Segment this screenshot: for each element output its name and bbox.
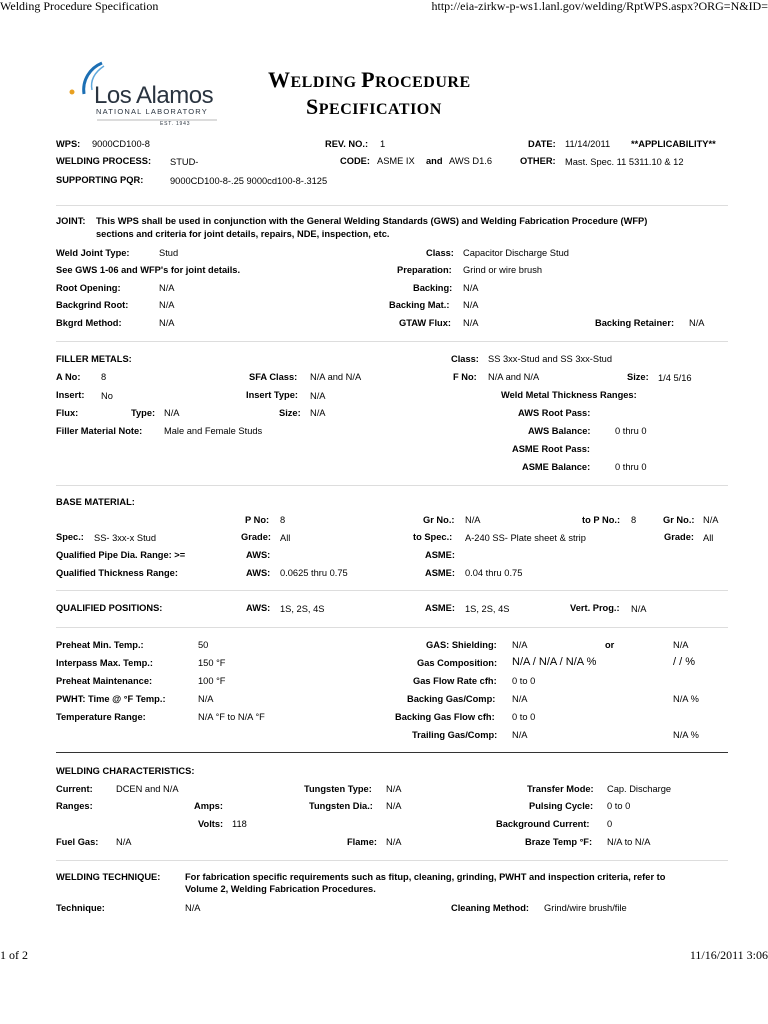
- process-label: WELDING PROCESS:: [56, 156, 152, 166]
- grade-label: Grade:: [241, 532, 271, 542]
- other-value: Mast. Spec. 11 5311.10 & 12: [565, 157, 684, 167]
- root-opening-label: Root Opening:: [56, 283, 121, 293]
- thickness-aws-value: 0.0625 thru 0.75: [280, 568, 348, 578]
- trailing-gas-label: Trailing Gas/Comp:: [412, 730, 498, 740]
- pulsing-cycle-value: 0 to 0: [607, 801, 631, 811]
- insert-type-value: N/A: [310, 391, 326, 401]
- trailing-gas-alt-value: N/A %: [673, 730, 699, 740]
- grno-value: N/A: [465, 515, 481, 525]
- bkgrd-method-value: N/A: [159, 318, 175, 328]
- applicability: **APPLICABILITY**: [631, 139, 716, 149]
- flame-value: N/A: [386, 837, 402, 847]
- aws-balance-value: 0 thru 0: [615, 426, 647, 436]
- gas-flow-label: Gas Flow Rate cfh:: [413, 676, 497, 686]
- pwht-value: N/A: [198, 694, 214, 704]
- flux-size-value: N/A: [310, 408, 326, 418]
- backgrind-value: N/A: [159, 300, 175, 310]
- ranges-label: Ranges:: [56, 801, 93, 811]
- grno2-label: Gr No.:: [663, 515, 695, 525]
- size-value: 1/4 5/16: [658, 373, 692, 383]
- filler-class-label: Class:: [451, 354, 479, 364]
- spec-value: SS- 3xx-x Stud: [94, 533, 157, 543]
- technique-label: Technique:: [56, 903, 105, 913]
- thickness-asme-label: ASME:: [425, 568, 455, 578]
- asme-root-pass-label: ASME Root Pass:: [512, 444, 591, 454]
- joint-label: JOINT:: [56, 216, 86, 226]
- current-value: DCEN and N/A: [116, 784, 179, 794]
- aws-root-pass-label: AWS Root Pass:: [518, 408, 591, 418]
- ano-value: 8: [101, 372, 107, 382]
- background-current-label: Background Current:: [496, 819, 590, 829]
- preheat-min-label: Preheat Min. Temp.:: [56, 640, 144, 650]
- gws-note: See GWS 1-06 and WFP's for joint details.: [56, 265, 241, 275]
- sfa-class-value: N/A and N/A: [310, 372, 362, 382]
- rev-label: REV. NO.:: [325, 139, 369, 149]
- process-value: STUD-: [170, 157, 199, 167]
- insert-type-label: Insert Type:: [246, 390, 299, 400]
- wps-value: 9000CD100-8: [92, 139, 150, 149]
- document-title-line2: SPECIFICATION: [306, 94, 442, 119]
- aws-balance-label: AWS Balance:: [528, 426, 591, 436]
- code-value-1: ASME IX: [377, 156, 415, 166]
- braze-temp-value: N/A to N/A: [607, 837, 651, 847]
- pulsing-cycle-label: Pulsing Cycle:: [529, 801, 594, 811]
- positions-aws-label: AWS:: [246, 603, 271, 613]
- cleaning-method-value: Grind/wire brush/file: [544, 903, 627, 913]
- technique-value: N/A: [185, 903, 201, 913]
- divider: [56, 752, 728, 753]
- to-spec-label: to Spec.:: [413, 532, 453, 542]
- document-title-line1: WELDING PROCEDURE: [268, 67, 471, 92]
- flame-label: Flame:: [347, 837, 377, 847]
- pwht-label: PWHT: Time @ °F Temp.:: [56, 694, 166, 704]
- rev-value: 1: [380, 139, 386, 149]
- positions-asme-label: ASME:: [425, 603, 455, 613]
- thickness-aws-label: AWS:: [246, 568, 271, 578]
- backing-gas-value: N/A: [512, 694, 528, 704]
- divider: [56, 860, 728, 861]
- backing-retainer-value: N/A: [689, 318, 705, 328]
- interpass-value: 150 °F: [198, 658, 226, 668]
- joint-intro-line2: sections and criteria for joint details, repairs, NDE, inspection, etc.: [96, 229, 390, 239]
- tungsten-type-label: Tungsten Type:: [304, 784, 372, 794]
- technique-line1: For fabrication specific requirements such as fitup, cleaning, grinding, PWHT and inspection criteria, refer to: [185, 872, 666, 882]
- gas-comp-value: N/A / N/A / N/A %: [512, 656, 597, 668]
- to-spec-value: A-240 SS- Plate sheet & strip: [465, 533, 586, 543]
- flux-label: Flux:: [56, 408, 79, 418]
- wps-label: WPS:: [56, 139, 81, 149]
- shielding-label: GAS: Shielding:: [426, 640, 497, 650]
- pipe-aws-label: AWS:: [246, 550, 271, 560]
- logo-name: Los Alamos: [94, 82, 214, 109]
- flux-type-value: N/A: [164, 408, 180, 418]
- current-label: Current:: [56, 784, 93, 794]
- braze-temp-label: Braze Temp °F:: [525, 837, 593, 847]
- fuel-gas-value: N/A: [116, 837, 132, 847]
- print-page-title: Welding Procedure Specification: [0, 0, 159, 13]
- vert-prog-value: N/A: [631, 604, 647, 614]
- grade2-label: Grade:: [664, 532, 694, 542]
- pno-label: P No:: [245, 515, 270, 525]
- print-page-count: 1 of 2: [0, 948, 28, 962]
- transfer-mode-label: Transfer Mode:: [527, 784, 594, 794]
- size-label: Size:: [627, 372, 649, 382]
- interpass-label: Interpass Max. Temp.:: [56, 658, 153, 668]
- insert-label: Insert:: [56, 390, 85, 400]
- thickness-asme-value: 0.04 thru 0.75: [465, 568, 523, 578]
- prep-value: Grind or wire brush: [463, 265, 543, 275]
- joint-intro-line1: This WPS shall be used in conjunction with the General Welding Standards (GWS) and Welding Fabrication Procedure (WFP): [96, 216, 648, 226]
- flux-type-label: Type:: [131, 408, 156, 418]
- insert-value: No: [101, 391, 113, 401]
- grade-value: All: [280, 533, 291, 543]
- date-label: DATE:: [528, 139, 556, 149]
- logo-est: EST. 1943: [160, 121, 191, 127]
- prep-label: Preparation:: [397, 265, 452, 275]
- sfa-class-label: SFA Class:: [249, 372, 298, 382]
- print-url: http://eia-zirkw-p-ws1.lanl.gov/welding/RptWPS.aspx?ORG=N&ID=: [431, 0, 768, 13]
- vert-prog-label: Vert. Prog.:: [570, 603, 620, 613]
- temp-range-value: N/A °F to N/A °F: [198, 712, 265, 722]
- backing-value: N/A: [463, 283, 479, 293]
- filler-title: FILLER METALS:: [56, 354, 132, 364]
- grno2-value: N/A: [703, 515, 719, 525]
- filler-note-value: Male and Female Studs: [164, 426, 263, 436]
- pno-value: 8: [280, 515, 286, 525]
- positions-aws-value: 1S, 2S, 4S: [280, 604, 325, 614]
- flux-size-label: Size:: [279, 408, 301, 418]
- gtaw-flux-value: N/A: [463, 318, 479, 328]
- bkgrd-method-label: Bkgrd Method:: [56, 318, 122, 328]
- divider: [56, 627, 728, 628]
- gtaw-flux-label: GTAW Flux:: [399, 318, 451, 328]
- backing-gas-label: Backing Gas/Comp:: [407, 694, 496, 704]
- backing-mat-value: N/A: [463, 300, 479, 310]
- to-pno-value: 8: [631, 515, 637, 525]
- code-value-2: AWS D1.6: [449, 156, 493, 166]
- backing-label: Backing:: [413, 283, 453, 293]
- print-datetime: 11/16/2011 3:06: [689, 948, 768, 962]
- joint-type-value: Stud: [159, 248, 179, 258]
- joint-type-label: Weld Joint Type:: [56, 248, 130, 258]
- fuel-gas-label: Fuel Gas:: [56, 837, 99, 847]
- divider: [56, 341, 728, 342]
- date-value: 11/14/2011: [565, 139, 611, 149]
- base-material-title: BASE MATERIAL:: [56, 497, 135, 507]
- preheat-maint-label: Preheat Maintenance:: [56, 676, 153, 686]
- background-current-value: 0: [607, 819, 613, 829]
- divider: [56, 205, 728, 206]
- gas-comp-label: Gas Composition:: [417, 658, 498, 668]
- backing-flow-value: 0 to 0: [512, 712, 536, 722]
- logo-sub: NATIONAL LABORATORY: [96, 107, 208, 116]
- spec-label: Spec.:: [56, 532, 84, 542]
- other-label: OTHER:: [520, 156, 556, 166]
- technique-line2: Volume 2, Welding Fabrication Procedures.: [185, 884, 376, 894]
- backing-retainer-label: Backing Retainer:: [595, 318, 675, 328]
- preheat-maint-value: 100 °F: [198, 676, 226, 686]
- cleaning-method-label: Cleaning Method:: [451, 903, 529, 913]
- fno-value: N/A and N/A: [488, 372, 540, 382]
- characteristics-title: WELDING CHARACTERISTICS:: [56, 766, 195, 776]
- lanl-logo: [62, 58, 227, 130]
- asme-balance-value: 0 thru 0: [615, 462, 647, 472]
- divider: [56, 485, 728, 486]
- shielding-or: or: [605, 640, 615, 650]
- shielding-value: N/A: [512, 640, 528, 650]
- pipe-asme-label: ASME:: [425, 550, 455, 560]
- code-and: and: [426, 156, 443, 166]
- technique-title: WELDING TECHNIQUE:: [56, 872, 161, 882]
- preheat-min-value: 50: [198, 640, 209, 650]
- volts-value: 118: [232, 819, 247, 829]
- shielding-alt-value: N/A: [673, 640, 689, 650]
- root-opening-value: N/A: [159, 283, 175, 293]
- joint-class-value: Capacitor Discharge Stud: [463, 248, 569, 258]
- filler-class-value: SS 3xx-Stud and SS 3xx-Stud: [488, 354, 613, 364]
- thickness-range-label: Qualified Thickness Range:: [56, 568, 178, 578]
- to-pno-label: to P No.:: [582, 515, 621, 525]
- pqr-value: 9000CD100-8-.25 9000cd100-8-.3125: [170, 176, 328, 186]
- volts-label: Volts:: [198, 819, 224, 829]
- positions-asme-value: 1S, 2S, 4S: [465, 604, 510, 614]
- backing-gas-alt-value: N/A %: [673, 694, 699, 704]
- gas-flow-value: 0 to 0: [512, 676, 536, 686]
- grade2-value: All: [703, 533, 714, 543]
- tungsten-dia-label: Tungsten Dia.:: [309, 801, 373, 811]
- positions-title: QUALIFIED POSITIONS:: [56, 603, 163, 613]
- tungsten-type-value: N/A: [386, 784, 402, 794]
- divider: [56, 590, 728, 591]
- backgrind-label: Backgrind Root:: [56, 300, 129, 310]
- joint-class-label: Class:: [426, 248, 454, 258]
- weld-metal-thickness-label: Weld Metal Thickness Ranges:: [501, 390, 637, 400]
- pipe-range-label: Qualified Pipe Dia. Range: >=: [56, 550, 186, 560]
- grno-label: Gr No.:: [423, 515, 455, 525]
- pqr-label: SUPPORTING PQR:: [56, 175, 144, 185]
- backing-mat-label: Backing Mat.:: [389, 300, 450, 310]
- asme-balance-label: ASME Balance:: [522, 462, 591, 472]
- fno-label: F No:: [453, 372, 477, 382]
- gas-comp-alt-value: / / %: [673, 656, 696, 668]
- tungsten-dia-value: N/A: [386, 801, 402, 811]
- filler-note-label: Filler Material Note:: [56, 426, 143, 436]
- transfer-mode-value: Cap. Discharge: [607, 784, 672, 794]
- code-label: CODE:: [340, 156, 370, 166]
- amps-label: Amps:: [194, 801, 223, 811]
- temp-range-label: Temperature Range:: [56, 712, 146, 722]
- trailing-gas-value: N/A: [512, 730, 528, 740]
- ano-label: A No:: [56, 372, 81, 382]
- backing-flow-label: Backing Gas Flow cfh:: [395, 712, 495, 722]
